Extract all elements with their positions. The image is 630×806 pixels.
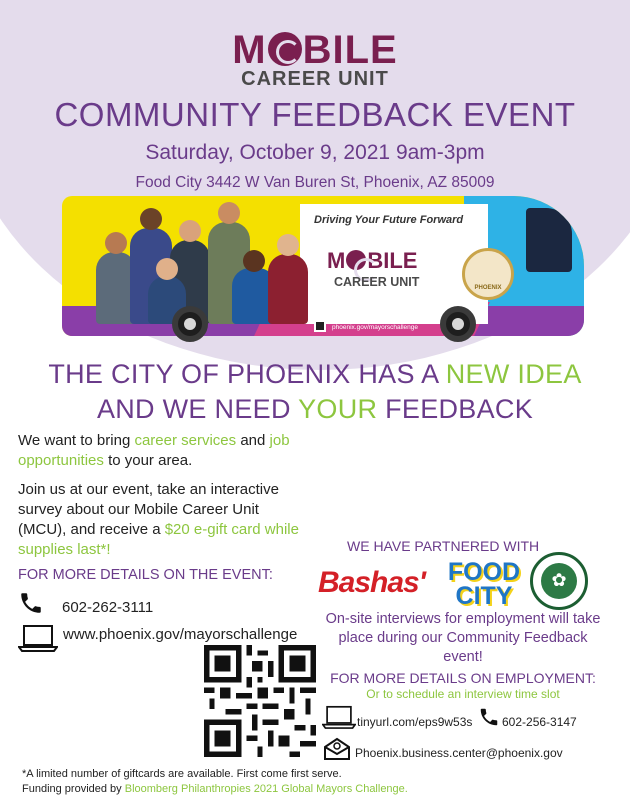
- event-address: Food City 3442 W Van Buren St, Phoenix, AZ 85009: [135, 174, 495, 191]
- laptop-icon: [322, 704, 356, 730]
- employment-url-link[interactable]: tinyurl.com/eps9w53s: [357, 715, 473, 729]
- event-phone: 602-262-3111: [62, 599, 154, 616]
- event-date: Saturday, October 9, 2021 9am-3pm: [145, 141, 485, 164]
- phone-icon: [478, 706, 500, 728]
- bus-slogan: Driving Your Future Forward: [314, 214, 464, 226]
- bus-logo-subtitle: CAREER UNIT: [334, 275, 420, 289]
- mcu-logo-wordmark: M BILE: [232, 28, 398, 72]
- bus-qr-icon: [314, 320, 326, 332]
- bashas-logo: Bashas': [318, 566, 425, 599]
- partners-heading: WE HAVE PARTNERED WITH: [347, 538, 540, 554]
- phoenix-bird-icon: [346, 250, 366, 270]
- event-details-heading: FOR MORE DETAILS ON THE EVENT:: [18, 567, 273, 583]
- people-group-image: [92, 206, 302, 324]
- email-icon: [323, 737, 351, 761]
- phoenix-bird-icon: [268, 32, 302, 66]
- employment-heading: FOR MORE DETAILS ON EMPLOYMENT:: [330, 670, 596, 686]
- bus-rear-wheel: [440, 306, 476, 342]
- employment-phone: 602-256-3147: [502, 715, 577, 729]
- event-url-link[interactable]: www.phoenix.gov/mayorschallenge: [63, 626, 298, 643]
- bus-url: phoenix.gov/mayorschallenge: [332, 324, 418, 331]
- employment-subheading: Or to schedule an interview time slot: [366, 687, 560, 701]
- qr-code-image[interactable]: [203, 645, 317, 757]
- bus-window: [526, 208, 572, 272]
- phone-icon: [18, 590, 44, 616]
- employment-email-link[interactable]: Phoenix.business.center@phoenix.gov: [355, 746, 563, 760]
- food-city-logo: FOOD CITY: [447, 558, 521, 610]
- join-paragraph: Join us at our event, take an interactive survey about our Mobile Career Unit (MCU), and receive a $20 e-gift card while supplies last*!: [18, 481, 299, 558]
- onsite-interviews-text: On-site interviews for employment will take place during our Community Feedback event!: [325, 611, 601, 665]
- headline-line-1: THE CITY OF PHOENIX HAS A NEW IDEA: [48, 359, 582, 389]
- mobile-career-unit-bus-image: [62, 196, 584, 336]
- laptop-icon: [18, 623, 58, 653]
- badge-label: PHOENIX: [474, 285, 502, 291]
- mcu-logo-subtitle: CAREER UNIT: [241, 68, 389, 90]
- champion-city-badge: [462, 248, 514, 300]
- bus-logo-wordmark: M BILE: [327, 248, 418, 273]
- partner-seal-emblem: ✿: [541, 563, 577, 599]
- headline-line-2: AND WE NEED YOUR FEEDBACK: [96, 394, 534, 424]
- funding-credit: Funding provided by Bloomberg Philanthropies 2021 Global Mayors Challenge.: [22, 783, 408, 795]
- bus-front-wheel: [172, 306, 208, 342]
- intro-paragraph: We want to bring career services and job opportunities to your area.: [18, 432, 290, 469]
- event-title: COMMUNITY FEEDBACK EVENT: [54, 96, 576, 133]
- giftcard-disclaimer: *A limited number of giftcards are available. First come first serve.: [22, 768, 342, 780]
